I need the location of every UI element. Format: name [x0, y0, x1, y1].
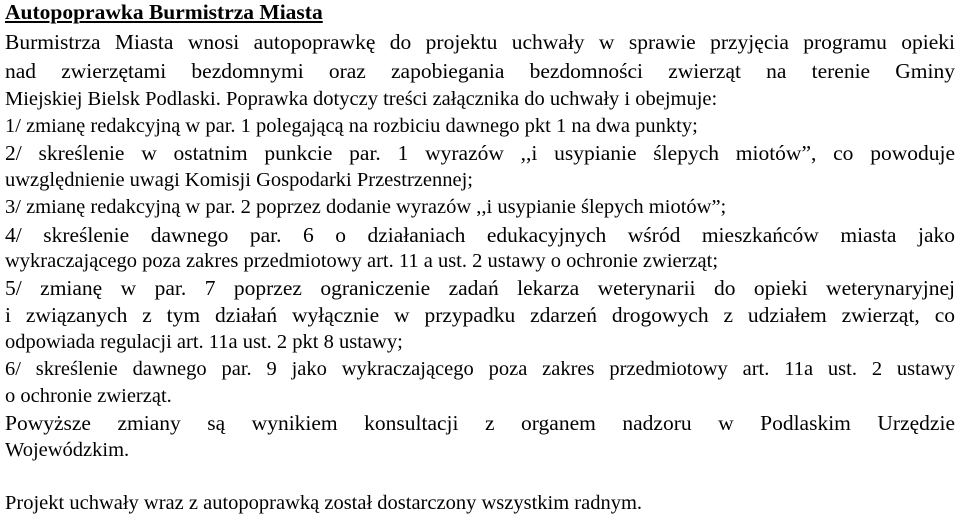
text-line: 6/ skreślenie dawnego par. 9 jako wykraczającego poza zakres przedmiotowy art. 11a ust. 2 ustawy: [5, 358, 955, 380]
document-title: Autopoprawka Burmistrza Miasta: [5, 0, 323, 24]
text-line: Projekt uchwały wraz z autopoprawką został dostarczony wszystkim radnym.: [5, 492, 643, 514]
text-line: o ochronie zwierząt.: [5, 385, 172, 407]
text-line: Powyższe zmiany są wynikiem konsultacji z organem nadzoru w Podlaskim Urzędzie: [5, 411, 955, 435]
text-line: uwzględnienie uwagi Komisji Gospodarki Przestrzennej;: [5, 169, 473, 191]
text-line: Wojewódzkim.: [5, 439, 130, 461]
text-line: i związanych z tym działań wyłącznie w przypadku zdarzeń drogowych z udziałem zwierząt, co: [5, 303, 955, 327]
text-line: 5/ zmianę w par. 7 poprzez ograniczenie zadań lekarza weterynarii do opieki weterynaryjnej: [5, 276, 955, 300]
text-line: 2/ skreślenie w ostatnim punkcie par. 1 wyrazów ,,i usypianie ślepych miotów”, co powoduje: [5, 141, 955, 165]
text-line: Burmistrza Miasta wnosi autopoprawkę do projektu uchwały w sprawie przyjęcia programu opieki: [5, 30, 955, 54]
text-line: nad zwierzętami bezdomnymi oraz zapobiegania bezdomności zwierząt na terenie Gminy: [5, 59, 955, 83]
text-line: 4/ skreślenie dawnego par. 6 o działaniach edukacyjnych wśród mieszkańców miasta jako: [5, 223, 955, 247]
text-line: 1/ zmianę redakcyjną w par. 1 polegającą na rozbiciu dawnego pkt 1 na dwa punkty;: [5, 115, 698, 137]
text-line: odpowiada regulacji art. 11a ust. 2 pkt 8 ustawy;: [5, 331, 403, 353]
text-line: 3/ zmianę redakcyjną w par. 2 poprzez dodanie wyrazów ,,i usypianie ślepych miotów”;: [5, 196, 727, 218]
text-line: wykraczającego poza zakres przedmiotowy art. 11 a ust. 2 ustawy o ochronie zwierząt;: [5, 250, 719, 272]
text-line: Miejskiej Bielsk Podlaski. Poprawka dotyczy treści załącznika do uchwały i obejmuje:: [5, 88, 718, 110]
